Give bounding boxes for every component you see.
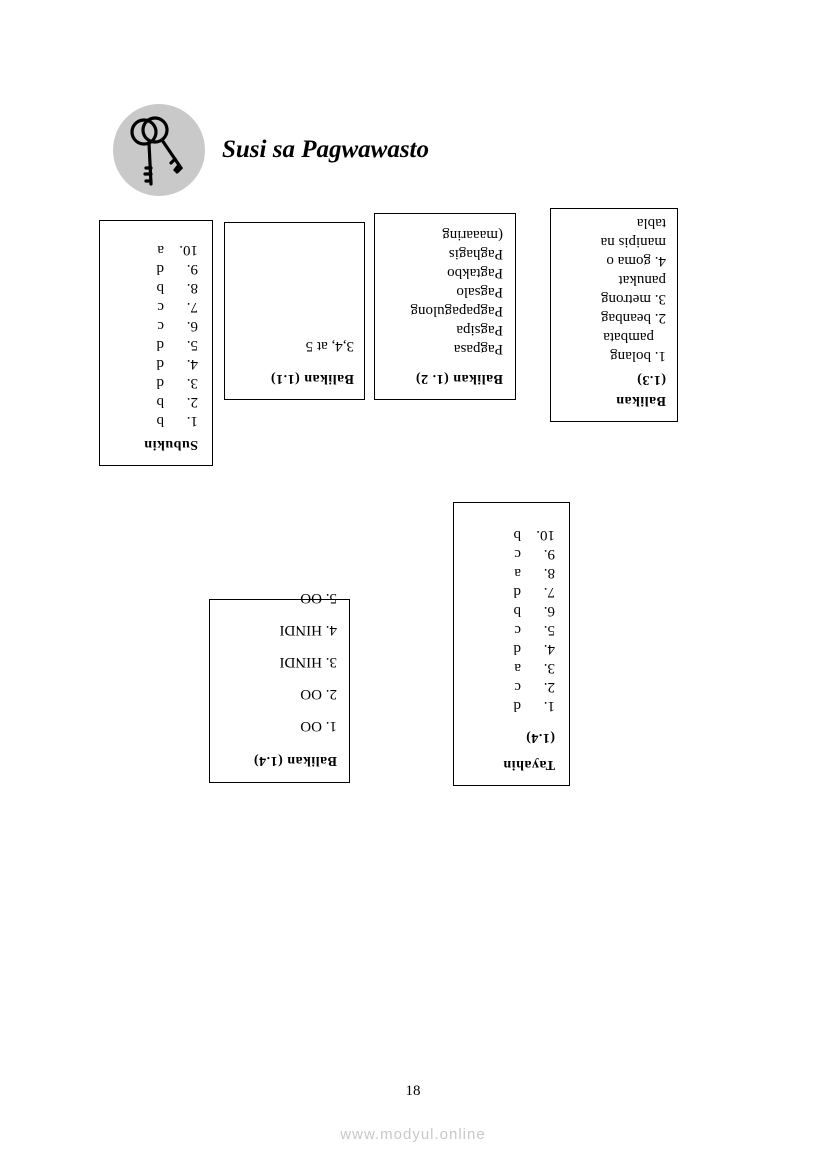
answer-box-balikan-1-2 xyxy=(374,213,516,400)
list-item: 9. d xyxy=(156,261,198,277)
list-item: 2. c xyxy=(514,679,555,695)
answer-box-tayahin xyxy=(453,502,570,786)
list-item: Pagpapagulong xyxy=(410,303,503,319)
list-item: Pagsipa xyxy=(456,322,503,338)
answer-box-balikan-1-3 xyxy=(550,208,678,422)
answer-box-balikan-1-1 xyxy=(224,222,365,400)
list-item: 5. OO xyxy=(300,590,337,606)
list-item: (maaaring xyxy=(442,227,503,243)
list-item: 10. b xyxy=(513,527,555,543)
list-item: 7. c xyxy=(157,299,198,315)
list-item: 3. HINDI xyxy=(279,654,337,670)
page-number: 18 xyxy=(405,1083,421,1099)
list-item: manipis na xyxy=(600,234,666,250)
list-item: 7. d xyxy=(513,584,555,600)
list-item: 8. b xyxy=(156,280,198,296)
list-item: 1. OO xyxy=(300,718,337,734)
box-heading: Subukin xyxy=(143,437,198,452)
watermark: www.modyul.online xyxy=(340,1126,486,1143)
answer-text: 3,4, at 5 xyxy=(305,338,354,354)
list-item: 1. d xyxy=(513,698,555,714)
list-item: 1. b xyxy=(156,413,198,429)
answer-box-subukin xyxy=(99,220,213,466)
list-item: Pagsalo xyxy=(456,284,503,300)
list-item: 10. a xyxy=(157,242,198,258)
list-item: panukat xyxy=(618,272,666,288)
list-item: Pagtakbo xyxy=(447,265,503,281)
list-item: 9. c xyxy=(514,546,555,562)
list-item: 2. OO xyxy=(300,686,337,702)
box-subheading: (1.3) xyxy=(636,372,666,387)
box-heading: Balikan (1. 2) xyxy=(415,371,503,386)
list-item: pambata xyxy=(603,329,654,345)
list-item: 6. b xyxy=(513,603,555,619)
answer-box-balikan-1-4 xyxy=(209,590,350,783)
list-item: 8. a xyxy=(514,565,555,581)
list-item: 2. beanbag xyxy=(601,310,666,326)
list-item: 2. b xyxy=(156,394,198,410)
list-item: 6. c xyxy=(157,318,198,334)
list-item: 4. HINDI xyxy=(279,622,337,638)
list-item: 3. metrong xyxy=(601,291,666,307)
list-item: 3. a xyxy=(514,660,555,676)
list-item: Pagpasa xyxy=(453,341,503,357)
box-subheading: (1.4) xyxy=(525,730,555,745)
list-item: tabla xyxy=(636,215,666,231)
list-item: 4. goma o xyxy=(606,253,666,269)
list-item: 4. d xyxy=(156,356,198,372)
page-title: Susi sa Pagwawasto xyxy=(222,136,430,163)
box-heading: Balikan (1.4) xyxy=(253,753,337,768)
keys-icon xyxy=(113,104,205,196)
list-item: 1. bolang xyxy=(610,348,666,364)
box-heading: Tayahin xyxy=(502,757,555,772)
list-item: 5. c xyxy=(514,622,555,638)
box-heading: Balikan xyxy=(615,393,666,408)
list-item: Paghagis xyxy=(448,246,503,262)
box-heading: Balikan (1.1) xyxy=(270,371,354,386)
list-item: 4. d xyxy=(513,641,555,657)
list-item: 5. d xyxy=(156,337,198,353)
list-item: 3. d xyxy=(156,375,198,391)
